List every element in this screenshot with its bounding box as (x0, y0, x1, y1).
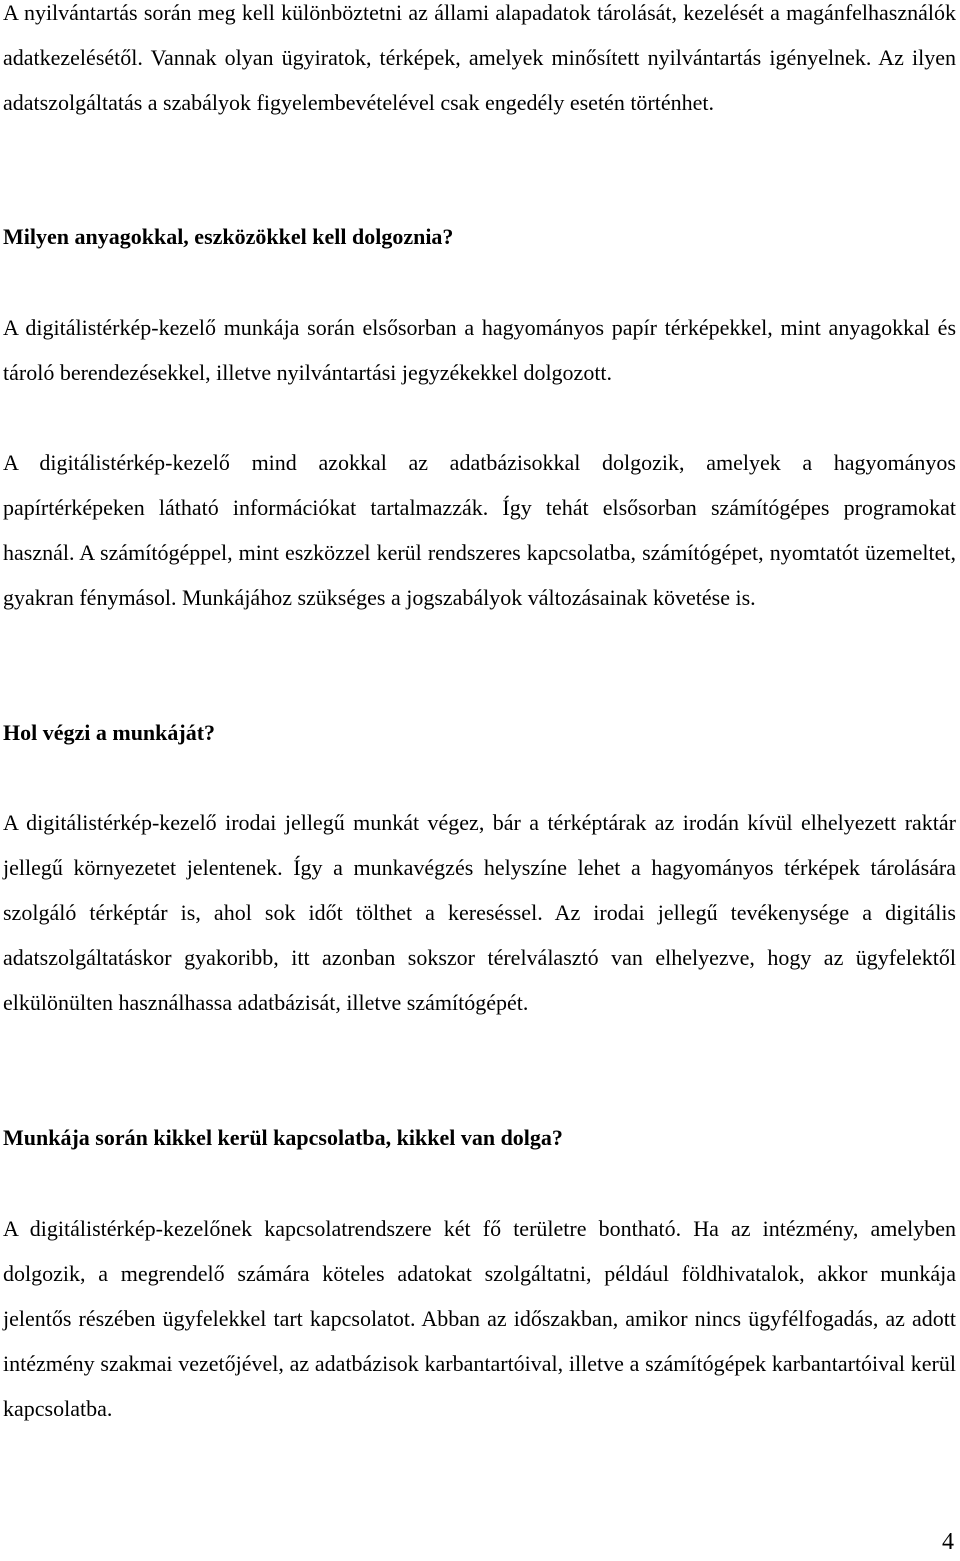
contacts-paragraph: A digitálistérkép-kezelőnek kapcsolatrendszere két fő területre bontható. Ha az intézmény, amelyben dolgozik, a megrendelő számára köteles adatokat szolgáltatni, például földhivatalok, akkor munkája jelentős részében ügyfelekkel tart kapcsolatot. Abban az időszakban, amikor nincs ügyfélfogadás, az adott intézmény szakmai vezetőjével, az adatbázisok karbantartóival, illetve a számítógépek karbantartóival kerül kapcsolatba. (3, 1216, 956, 1421)
contacts-heading: Munkája során kikkel kerül kapcsolatba, kikkel van dolga? (3, 1125, 563, 1150)
intro-paragraph: A nyilvántartás során meg kell különböztetni az állami alapadatok tárolását, kezelését a magánfelhasználók adatkezelésétől. Vannak olyan ügyiratok, térképek, amelyek minősített nyilvántartás igényelnek. Az ilyen adatszolgáltatás a szabályok figyelembevételével csak engedély esetén történhet. (3, 0, 956, 115)
workplace-paragraph: A digitálistérkép-kezelő irodai jellegű munkát végez, bár a térképtárak az irodán kívül elhelyezett raktár jellegű környezetet jelentenek. Így a munkavégzés helyszíne lehet a hagyományos térképek tárolására szolgáló térképtár is, ahol sok időt tölthet a kereséssel. Az irodai jellegű tevékenysége a digitális adatszolgáltatáskor gyakoribb, itt azonban sokszor térelválasztó van elhelyezve, hogy az ügyfelektől elkülönülten használhassa adatbázisát, illetve számítógépét. (3, 810, 956, 1015)
materials-paragraph-block (3, 305, 956, 395)
materials-heading: Milyen anyagokkal, eszközökkel kell dolgoznia? (3, 224, 454, 249)
materials-paragraph: A digitálistérkép-kezelő munkája során elsősorban a hagyományos papír térképekkel, mint anyagokkal és tároló berendezésekkel, illetve nyilvántartási jegyzékekkel dolgozott. (3, 315, 956, 385)
workplace-paragraph-block (3, 800, 956, 1025)
materials-heading-block (3, 214, 956, 259)
workplace-heading-block (3, 710, 956, 755)
contacts-paragraph-block (3, 1206, 956, 1431)
workplace-heading: Hol végzi a munkáját? (3, 720, 216, 745)
contacts-heading-block (3, 1115, 956, 1160)
tools-paragraph: A digitálistérkép-kezelő mind azokkal az adatbázisokkal dolgozik, amelyek a hagyományos papírtérképeken látható információkat tartalmazzák. Így tehát elsősorban számítógépes programokat használ. A számítógéppel, mint eszközzel kerül rendszeres kapcsolatba, számítógépet, nyomtatót üzemeltet, gyakran fénymásol. Munkájához szükséges a jogszabályok változásainak követése is. (3, 450, 956, 610)
tools-paragraph-block (3, 440, 956, 620)
intro-paragraph-block (3, 0, 956, 125)
page-number: 4 (942, 1529, 954, 1555)
